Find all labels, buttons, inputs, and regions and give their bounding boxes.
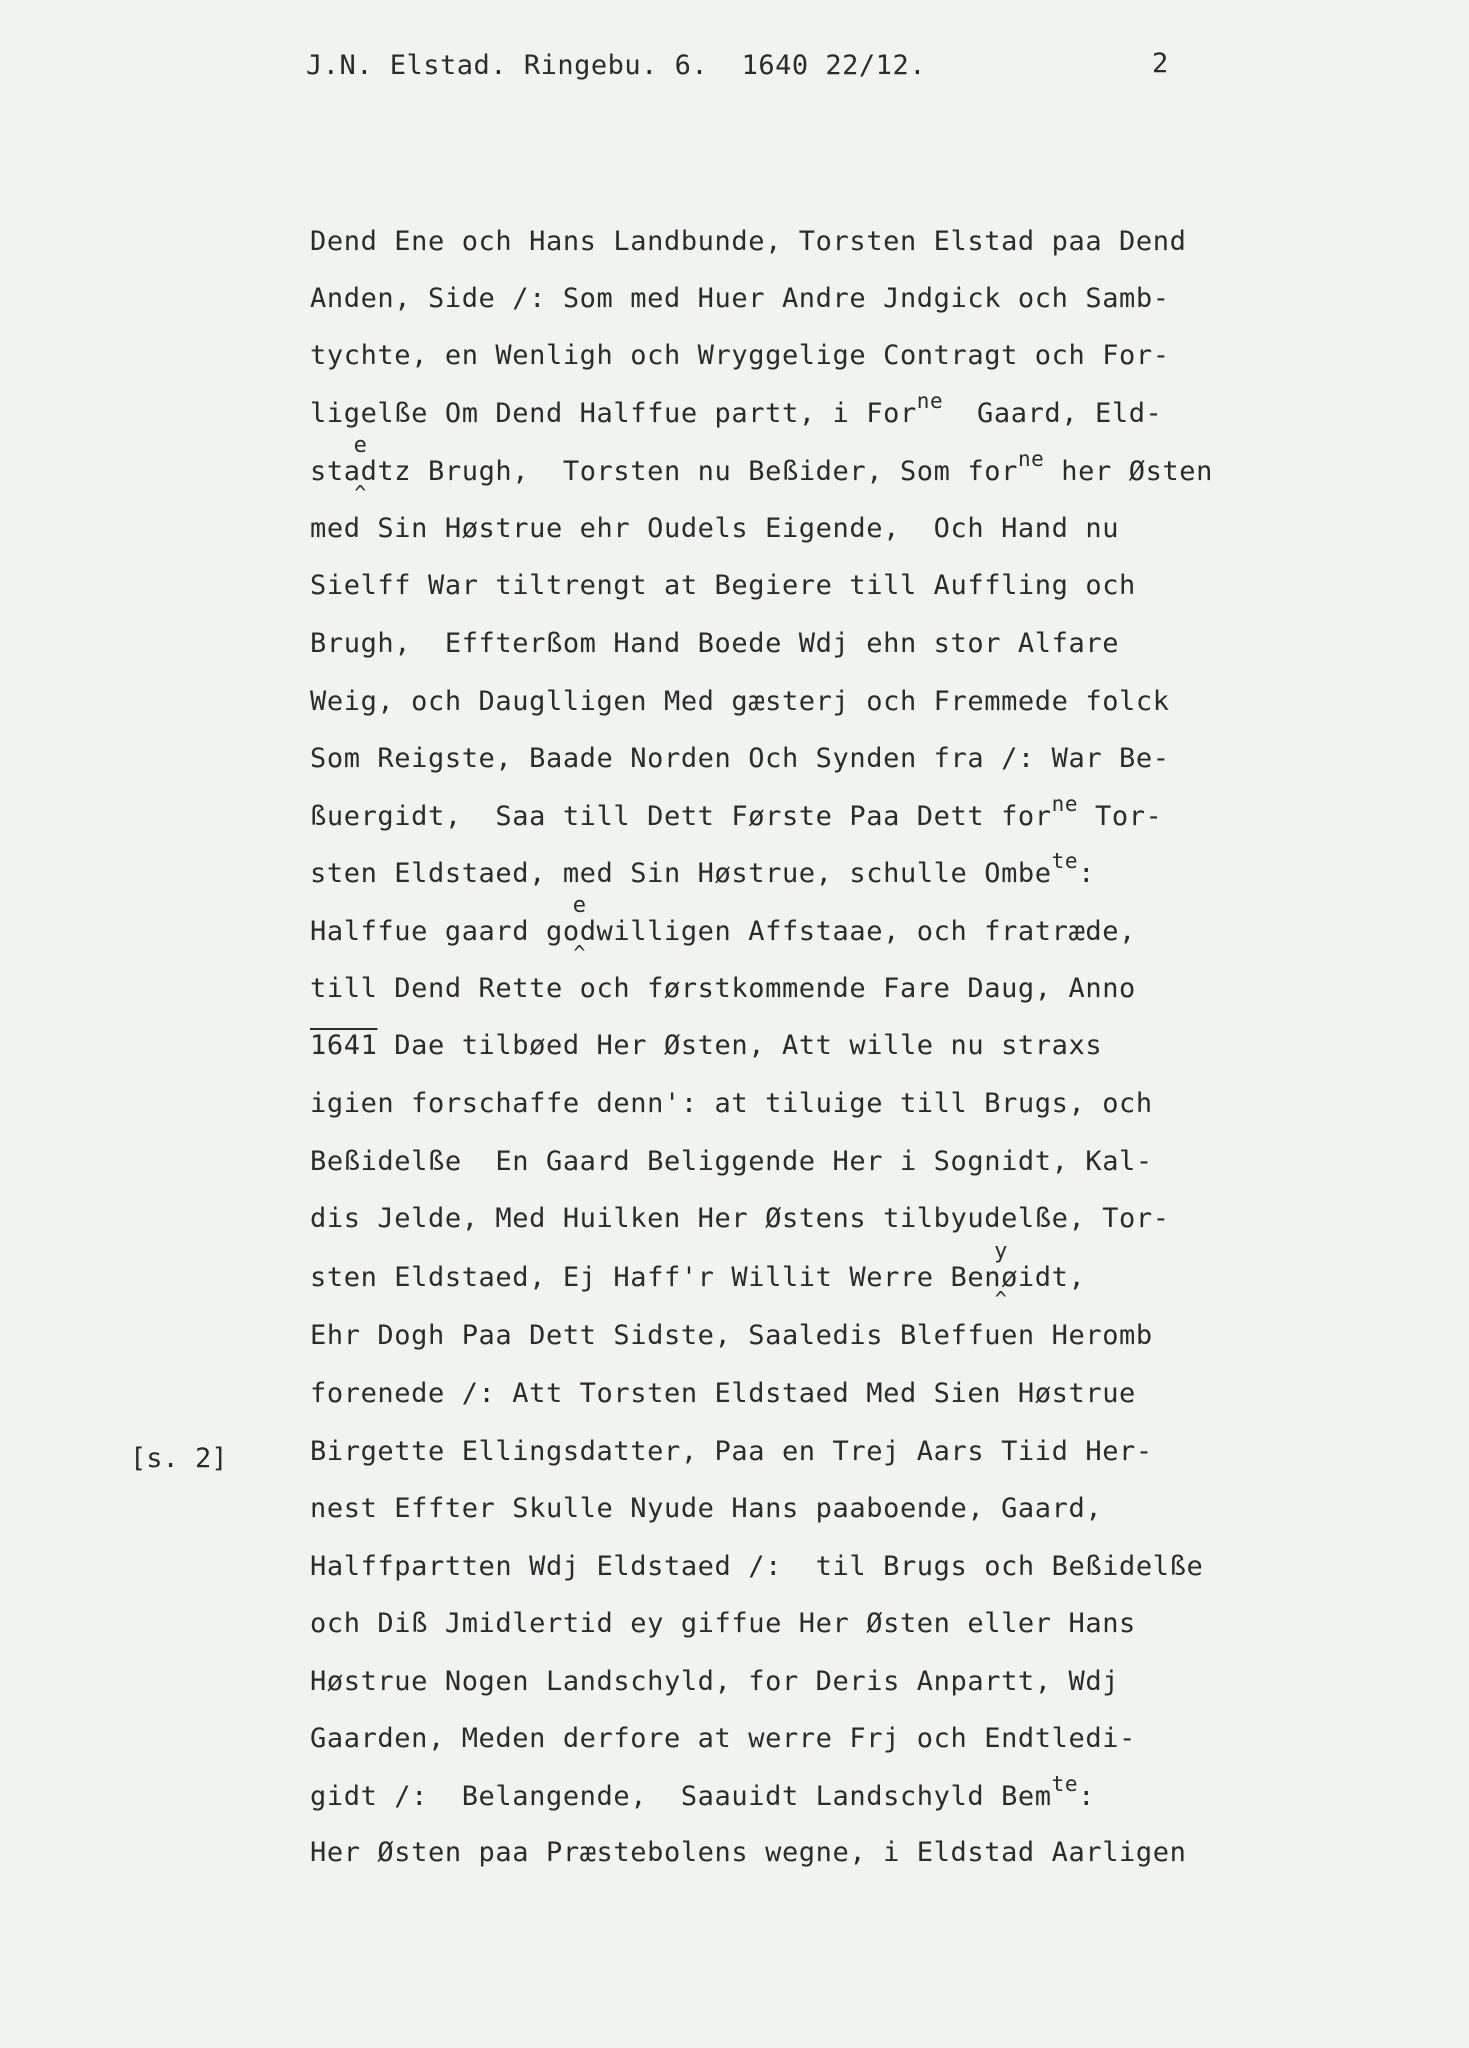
line-text: Brugh, Effterßom Hand Boede Wdj ehn stor Alfare [310,628,1120,659]
text-line [310,849,1095,891]
text-line [310,628,1119,660]
superscript-abbreviation: te [1051,849,1079,873]
line-text: Beßidelße En Gaard Beliggende Her i Sognidt, Kal- [310,1146,1153,1177]
line-text: dwilligen Affstaae, och fratræde, [579,916,1136,947]
caret-icon: ^ [573,941,587,965]
line-text: Anden, Side /: Som med Huer Andre Jndgick och Samb- [310,283,1170,314]
line-text: Her Østen paa Præstebolens wegne, i Eldstad Aarligen [310,1837,1187,1868]
caret-icon: ^ [994,1287,1008,1311]
line-text: Weig, och Dauglligen Med gæsterj och Fremmede folck [310,686,1170,717]
line-text: Dae tilbøed Her Østen, Att wille nu straxs [377,1030,1103,1061]
text-line [310,1772,1095,1814]
superscript-abbreviation: te [1051,1772,1079,1796]
margin-page-reference: [s. 2] [130,1443,228,1474]
text-line [310,1088,1153,1120]
line-text: Høstrue Nogen Landschyld, for Deris Anpartt, Wdj [310,1666,1120,1697]
line-text: : [1078,858,1095,889]
line-text: forenede /: Att Torsten Eldstaed Med Sien Høstrue [310,1378,1136,1409]
text-line [310,283,1170,315]
text-line [310,1239,1086,1311]
text-line [310,743,1170,775]
line-text: nest Effter Skulle Nyude Hans paaboende, Gaard, [310,1493,1103,1524]
inserted-letter: e [353,433,368,458]
text-line [310,893,1136,965]
text-line [310,1551,1203,1583]
text-line [310,1666,1119,1698]
line-text: Birgette Ellingsdatter, Paa en Trej Aars Tiid Her- [310,1436,1153,1467]
text-line [310,433,1213,505]
text-line [310,1723,1136,1755]
line-text: och Diß Jmidlertid ey giffue Her Østen eller Hans [310,1608,1136,1639]
text-line [310,1030,1102,1062]
superscript-abbreviation: ne [1051,792,1079,816]
line-text: Ehr Dogh Paa Dett Sidste, Saaledis Bleffuen Heromb [310,1320,1153,1351]
text-line [310,1436,1153,1468]
superscript-abbreviation: ne [1017,447,1045,471]
line-text: igien forschaffe denn': at tiluige till Brugs, och [310,1088,1153,1119]
text-line [310,1320,1153,1352]
line-text: Gaarden, Meden derfore at werre Frj och Endtledi- [310,1723,1136,1754]
page-header-reference: J.N. Elstad. Ringebu. 6. 1640 22/12. [306,50,926,81]
line-text: Halffue gaard go [310,916,580,947]
line-text: øidt, [1001,1262,1086,1293]
line-text: Dend Ene och Hans Landbunde, Torsten Elstad paa Dend [310,226,1187,257]
text-line [310,686,1170,718]
line-text: Gaard, Eld- [943,398,1163,429]
line-text: sten Eldstaed, Ej Haff'r Willit Werre Ben [310,1262,1002,1293]
line-text: gidt /: Belangende, Saauidt Landschyld Bem [310,1781,1052,1812]
page-number: 2 [1152,48,1169,79]
text-line [310,973,1136,1005]
line-text: dis Jelde, Med Huilken Her Østens tilbyudelße, Tor- [310,1203,1170,1234]
text-line [310,513,1119,545]
superscript-abbreviation: ne [916,389,944,413]
text-line [310,1378,1136,1410]
line-text: dtz Brugh, Torsten nu Beßider, Som for [360,456,1018,487]
text-line [310,389,1163,431]
text-line [310,1837,1186,1869]
marked-year: 1641 [310,1030,378,1061]
line-text: : [1078,1781,1095,1812]
line-text: med Sin Høstrue ehr Oudels Eigende, Och Hand nu [310,513,1120,544]
line-text: Som Reigste, Baade Norden Och Synden fra /: War Be- [310,743,1170,774]
line-text: Halffpartten Wdj Eldstaed /: til Brugs och Beßidelße [310,1551,1204,1582]
line-text: till Dend Rette och førstkommende Fare Daug, Anno [310,973,1136,1004]
text-line [310,1146,1153,1178]
text-line [310,226,1186,258]
line-text: Sielff War tiltrengt at Begiere till Auffling och [310,570,1136,601]
caret-icon: ^ [354,481,367,505]
text-line [310,1608,1136,1640]
text-line [310,1493,1102,1525]
line-text: her Østen [1044,456,1213,487]
inserted-letter: e [572,893,587,918]
line-text: ßuergidt, Saa till Dett Første Paa Dett for [310,801,1052,832]
text-line [310,340,1170,372]
line-text: ligelße Om Dend Halffue partt, i For [310,398,917,429]
line-text: tychte, en Wenligh och Wryggelige Contragt och For- [310,340,1170,371]
text-line [310,570,1136,602]
line-text: sta [310,456,361,487]
text-line [310,792,1163,834]
text-line [310,1203,1170,1235]
inserted-letter: y [994,1239,1009,1264]
line-text: Tor- [1078,801,1163,832]
line-text: sten Eldstaed, med Sin Høstrue, schulle Ombe [310,858,1052,889]
